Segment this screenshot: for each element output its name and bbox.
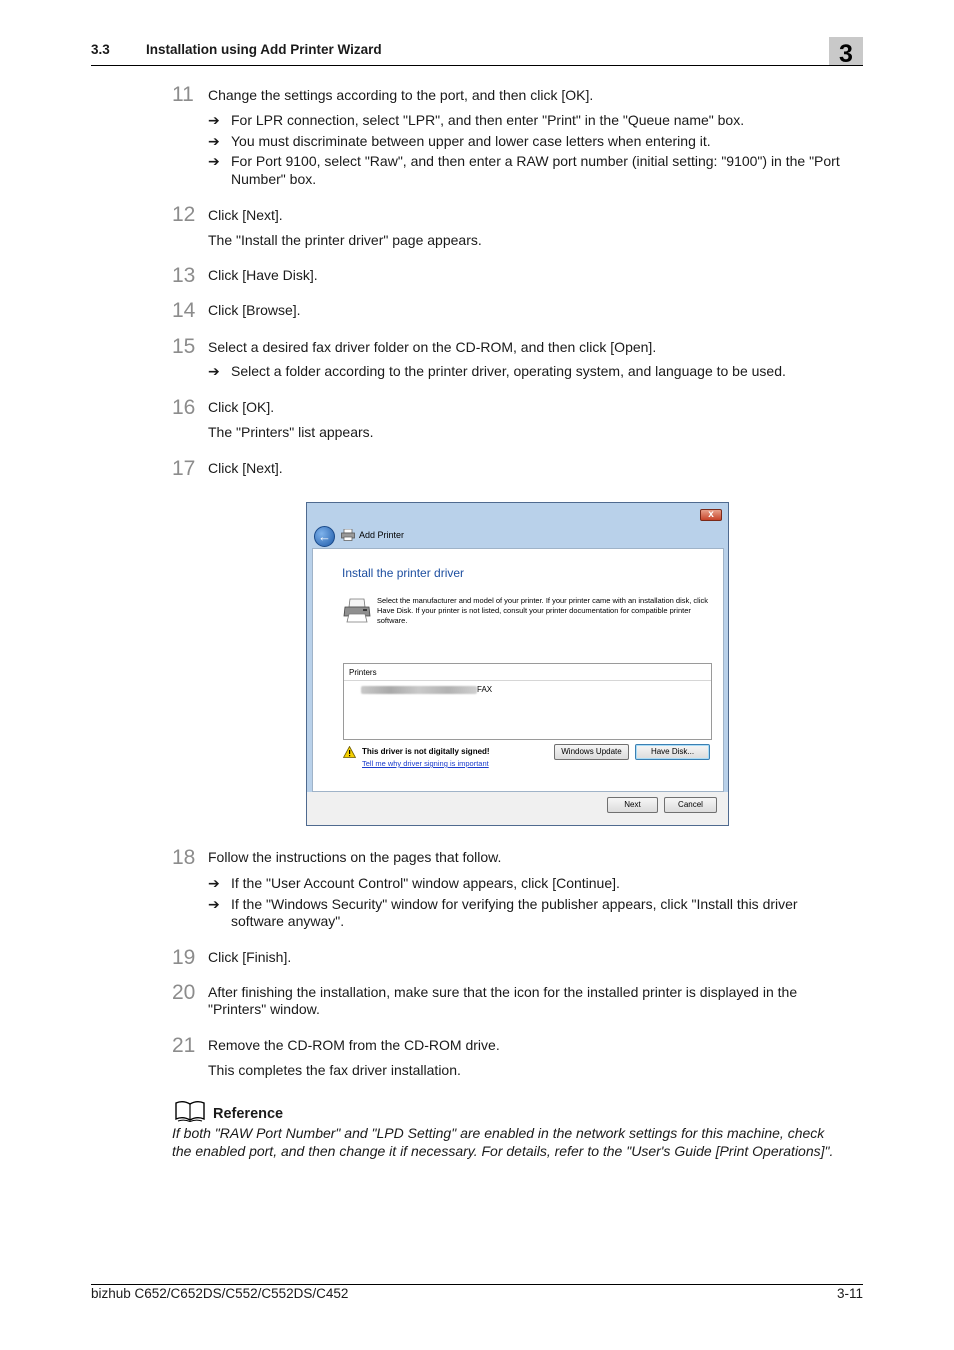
step-text: Remove the CD-ROM from the CD-ROM drive. [208,1037,500,1053]
step-number: 20 [172,981,196,1004]
dialog-title: Add Printer [359,530,405,540]
step-number: 14 [172,299,196,322]
add-printer-dialog [306,502,729,826]
dialog-heading: Install the printer driver [342,566,465,580]
dialog-footer [307,792,728,825]
printer-icon [343,597,371,623]
step-text: Follow the instructions on the pages that follow. [208,849,502,865]
step-number: 19 [172,946,196,969]
reference-line: If both "RAW Port Number" and "LPD Setting" are enabled in the network settings for this machine, check [172,1125,825,1141]
step-text: Click [OK]. [208,399,275,415]
printer-list-item[interactable] [361,685,492,694]
step-text: Change the settings according to the port, and then click [OK]. [208,87,594,103]
arrow-icon: ➔ [208,133,220,149]
step-number: 12 [172,203,196,226]
printer-icon [341,529,355,541]
reference-text [172,1125,872,1160]
step-substep-cont: software anyway". [231,913,345,929]
printers-list-header: Printers [344,664,711,681]
step-text: Click [Have Disk]. [208,267,318,283]
step-substep: You must discriminate between upper and lower case letters when entering it. [231,133,711,149]
step-text-cont: "Printers" window. [208,1001,320,1017]
cancel-button[interactable]: Cancel [664,797,717,813]
reference-title: Reference [213,1106,284,1122]
step-note: The "Printers" list appears. [208,424,374,440]
step-substep: If the "User Account Control" window appears, click [Continue]. [231,875,620,891]
step-substep: Select a folder according to the printer driver, operating system, and language to be used. [231,363,786,379]
step-number: 11 [172,83,194,106]
printer-list-item-suffix: FAX [477,685,493,694]
driver-signing-link[interactable]: Tell me why driver signing is important [362,759,489,768]
step-text: Select a desired fax driver folder on the CD-ROM, and then click [Open]. [208,339,657,355]
step-number: 16 [172,396,196,419]
next-button[interactable]: Next [607,797,658,813]
section-number: 3.3 [91,42,110,57]
have-disk-button[interactable]: Have Disk... [635,744,710,760]
arrow-icon: ➔ [208,153,220,169]
step-substep: If the "Windows Security" window for verifying the publisher appears, click "Install this driver [231,896,798,912]
step-text: Click [Finish]. [208,949,292,965]
arrow-icon: ➔ [208,363,220,379]
book-icon [174,1100,206,1122]
unsigned-driver-warning: This driver is not digitally signed! [362,747,490,756]
redacted-printer-name [361,686,477,694]
arrow-icon: ➔ [208,896,220,912]
reference-line: the enabled port, and then change it if necessary. For details, refer to the "User's Guide [Print Operations]". [172,1142,834,1159]
close-button[interactable]: x [700,509,722,521]
step-substep: For Port 9100, select "Raw", and then enter a RAW port number (initial setting: "9100") in the "Port [231,153,840,169]
dialog-content [312,548,724,792]
step-text: After finishing the installation, make sure that the icon for the installed printer is displayed in the [208,984,798,1000]
step-text: Click [Next]. [208,207,283,223]
header-rule [91,65,863,66]
footer-rule [91,1284,863,1285]
footer-model: bizhub C652/C652DS/C552/C552DS/C452 [91,1286,349,1301]
page-number: 3-11 [836,1286,863,1301]
arrow-icon: ➔ [208,875,220,891]
step-number: 21 [172,1034,196,1057]
dialog-description: Select the manufacturer and model of your printer. If your printer came with an installation disk, click Have Disk. If your printer is not listed, consult your printer documentation for compatible printer software. [377,596,708,625]
step-number: 18 [172,846,196,869]
back-arrow-icon[interactable]: ← [314,526,335,547]
step-text: Click [Next]. [208,460,283,476]
step-substep: For LPR connection, select "LPR", and then enter "Print" in the "Queue name" box. [231,112,745,128]
step-number: 17 [172,457,196,480]
warning-icon [343,746,356,758]
step-note: The "Install the printer driver" page appears. [208,232,482,248]
chapter-badge: 3 [829,37,863,65]
section-title: Installation using Add Printer Wizard [146,42,382,57]
windows-update-button[interactable]: Windows Update [554,744,629,760]
step-substep-cont: Number" box. [231,171,317,187]
printers-list[interactable] [343,663,712,740]
step-text: Click [Browse]. [208,302,301,318]
step-note: This completes the fax driver installation. [208,1062,461,1078]
step-number: 15 [172,335,196,358]
arrow-icon: ➔ [208,112,220,128]
step-number: 13 [172,264,196,287]
